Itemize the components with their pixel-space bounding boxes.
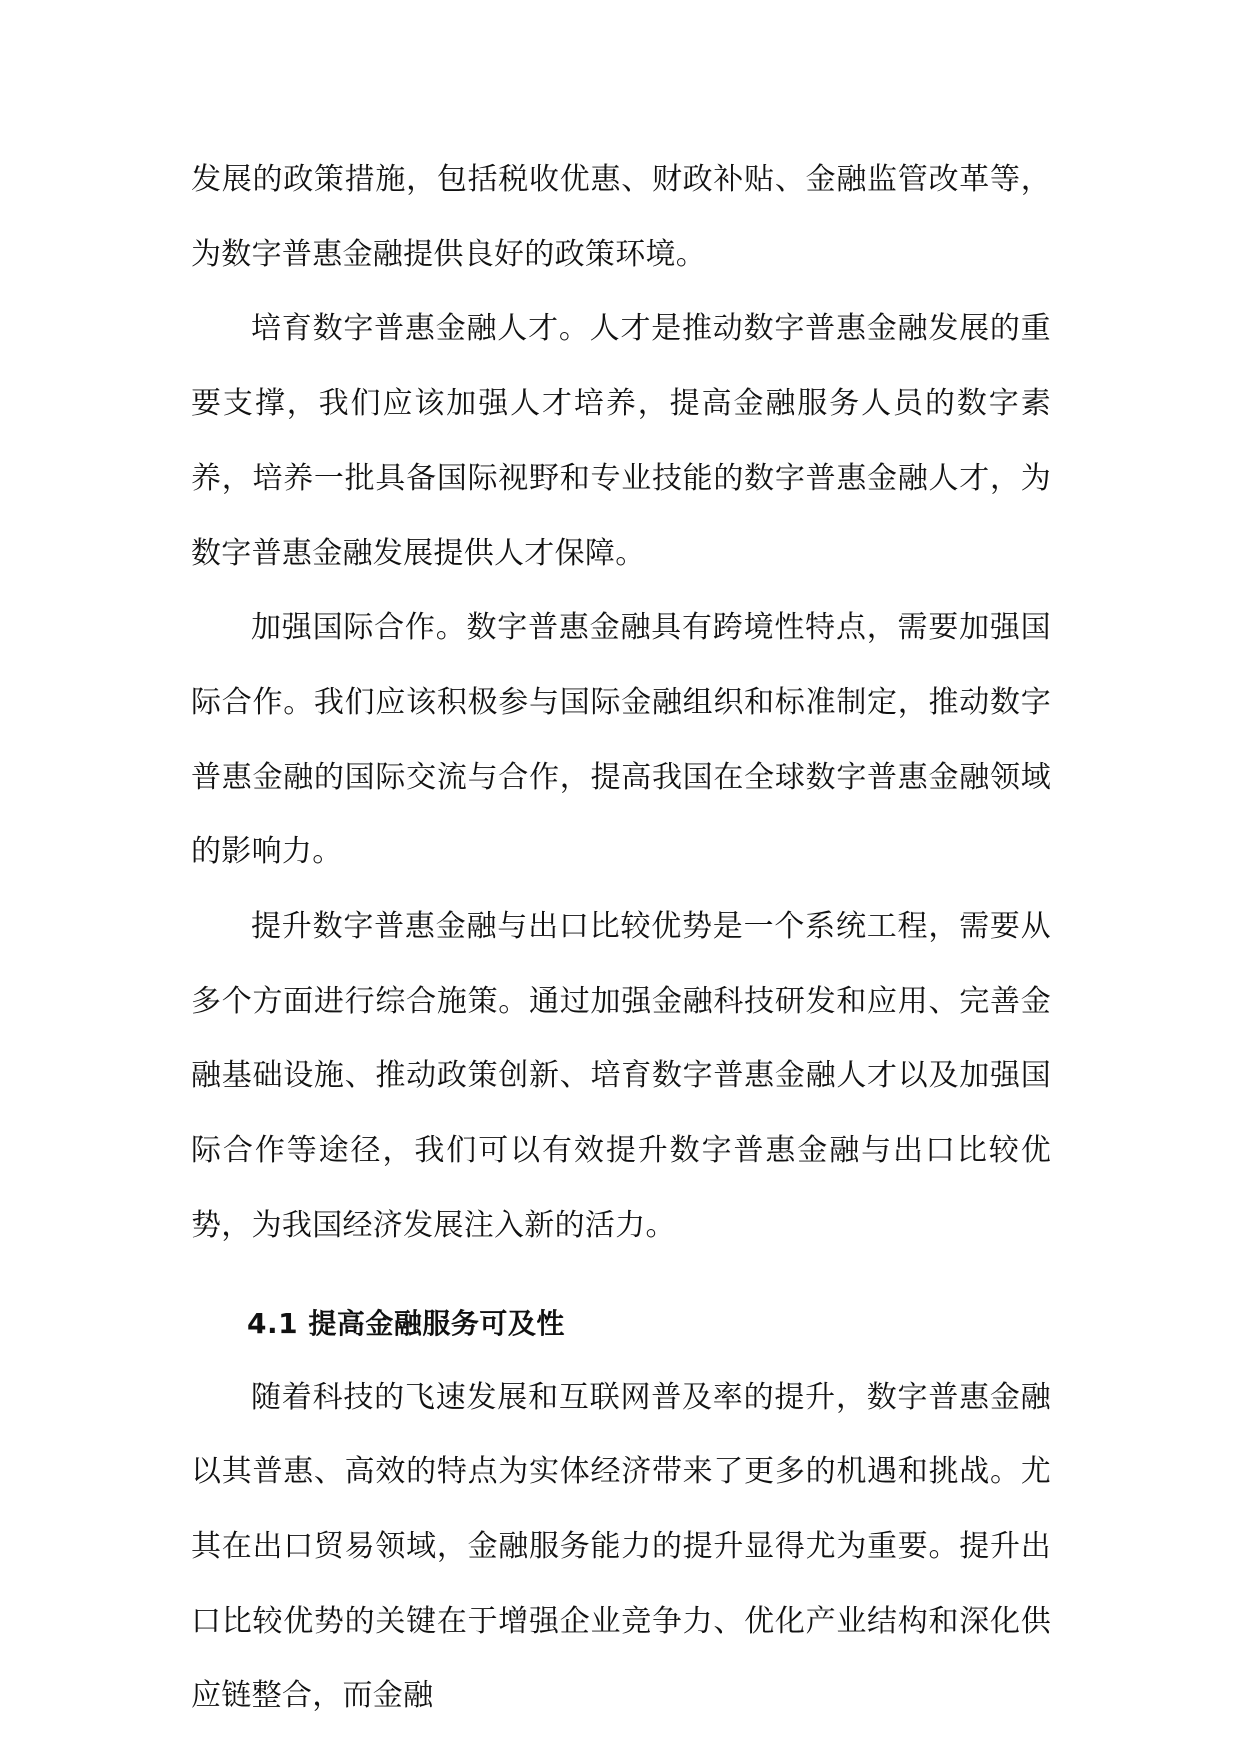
paragraph-international-cooperation: 加强国际合作。数字普惠金融具有跨境性特点，需要加强国际合作。我们应该积极参与国际金融组织和标准制定，推动数字普惠金融的国际交流与合作，提高我国在全球数字普惠金融领域的影响力。 bbox=[191, 610, 1051, 870]
paragraph-financial-accessibility: 随着科技的飞速发展和互联网普及率的提升，数字普惠金融以其普惠、高效的特点为实体经济带来了更多的机遇和挑战。尤其在出口贸易领域，金融服务能力的提升显得尤为重要。提升出口比较优势的关键在于增强企业竞争力、优化产业结构和深化供应链整合，而金融 bbox=[191, 1379, 1051, 1714]
paragraph-policy-continuation: 发展的政策措施，包括税收优惠、财政补贴、金融监管改革等，为数字普惠金融提供良好的政策环境。 bbox=[191, 162, 1051, 272]
paragraph-summary: 提升数字普惠金融与出口比较优势是一个系统工程，需要从多个方面进行综合施策。通过加强金融科技研发和应用、完善金融基础设施、推动政策创新、培育数字普惠金融人才以及加强国际合作等途径，我们可以有效提升数字普惠金融与出口比较优势，为我国经济发展注入新的活力。 bbox=[191, 909, 1051, 1243]
section-heading: 4.1 提高金融服务可及性 bbox=[247, 1306, 565, 1340]
document-page bbox=[191, 143, 1051, 1734]
paragraph-talent-cultivation: 培育数字普惠金融人才。人才是推动数字普惠金融发展的重要支撑，我们应该加强人才培养，提高金融服务人员的数字素养，培养一批具备国际视野和专业技能的数字普惠金融人才，为数字普惠金融发展提供人才保障。 bbox=[191, 311, 1051, 571]
